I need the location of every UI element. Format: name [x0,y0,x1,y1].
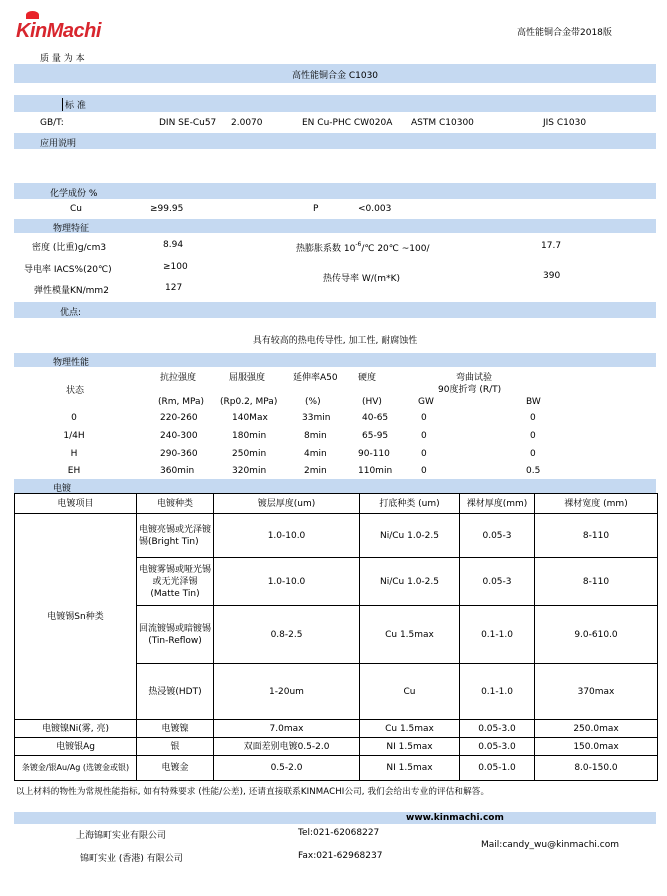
p-value: <0.003 [358,204,392,214]
table-row [15,514,658,558]
standards-band [14,95,656,112]
bend-subheader: 90度折弯 (R/T) [438,385,502,395]
sn-group-label: 电镀锡Sn种类 [15,514,137,720]
table-cell: Cu [360,664,460,720]
table-cell: Cu 1.5max [360,606,460,664]
conductivity-label: 导电率 IACS%(20℃) [24,265,112,275]
thermal-label: 热传导率 W/(m*K) [323,274,400,284]
table-cell: 360min [160,466,195,476]
table-cell: 电镀亮锡或光泽镀锡(Bright Tin) [137,514,214,558]
table-cell: 140Max [232,413,268,423]
table-cell: 热浸镀(HDT) [137,664,214,720]
table-cell: 0.1-1.0 [460,664,535,720]
table-cell: 0.05-3.0 [460,738,535,756]
table-cell: NI 1.5max [360,756,460,781]
telephone: Tel:021-62068227 [298,828,380,838]
table-cell: 0 [421,431,427,441]
table-cell: 电镀银Ag [15,738,137,756]
chemical-band [14,183,656,199]
cu-value: ≥99.95 [150,204,184,214]
fax: Fax:021-62968237 [298,851,383,861]
table-header-row [15,494,658,514]
advantages-label: 优点: [60,308,82,318]
table-cell: 电镀镍 [137,720,214,738]
gb-label: GB/T: [40,118,64,128]
plating-label: 电镀 [53,484,72,494]
advantages-text: 具有较高的热电传导性, 加工性, 耐腐蚀性 [252,336,418,346]
header-underlayer: 打底种类 (um) [360,494,460,514]
table-cell: 9.0-610.0 [535,606,658,664]
table-cell: Ni/Cu 1.0-2.5 [360,514,460,558]
header-base-thickness: 裸材厚度(mm) [460,494,535,514]
table-cell: 110min [358,466,393,476]
mechanical-band [14,353,656,367]
physical-band [14,219,656,233]
hardness-header: 硬度 [358,373,377,383]
en-standard: EN Cu-PHC CW020A [302,118,393,128]
standards-label: 标 准 [62,98,86,111]
slogan: 质 量 为 本 [40,54,85,64]
table-cell: 250min [232,449,267,459]
table-cell: 0.8-2.5 [214,606,360,664]
footer-note: 以上材料的物性为常规性能指标, 如有特殊要求 (性能/公差), 还请直接联系KINMACHI公司, 我们会给出专业的评估和解答。 [16,787,490,797]
table-cell: 0 [530,431,536,441]
page-title: 高性能铜合金 C1030 [291,71,379,81]
plating-band [14,479,656,493]
chemical-label: 化学成份 % [50,189,98,199]
density-value: 8.94 [163,240,184,250]
table-cell: EH [67,466,81,476]
table-cell: 1.0-10.0 [214,514,360,558]
header-type: 电镀种类 [137,494,214,514]
p-label: P [313,204,319,214]
modulus-value: 127 [165,283,183,293]
table-cell: 7.0max [214,720,360,738]
application-label: 应用说明 [40,139,77,149]
table-cell: 0 [421,413,427,423]
table-cell: 220-260 [160,413,198,423]
astm-standard: ASTM C10300 [411,118,474,128]
table-cell: 0 [421,466,427,476]
table-cell: 0.5 [526,466,541,476]
table-row [15,738,658,756]
table-cell: Cu 1.5max [360,720,460,738]
table-cell: 2min [304,466,327,476]
header-item: 电镀项目 [15,494,137,514]
table-cell: Ni/Cu 1.0-2.5 [360,558,460,606]
unit-hardness: (HV) [362,397,382,407]
density-label: 密度 (比重)g/cm3 [32,243,107,253]
plating-table [14,493,658,781]
table-cell: 8-110 [535,514,658,558]
application-band [14,133,656,149]
table-cell: 320min [232,466,267,476]
table-cell: 8-110 [535,558,658,606]
jis-standard: JIS C1030 [543,118,587,128]
table-cell: 0.05-1.0 [460,756,535,781]
bend-header: 弯曲试验 [456,373,493,383]
table-cell: 双面差别电镀0.5-2.0 [214,738,360,756]
table-cell: 0.05-3 [460,514,535,558]
unit-elongation: (%) [305,397,321,407]
table-cell: 电镀金 [137,756,214,781]
unit-tensile: (Rm, MPa) [158,397,205,407]
table-cell: 240-300 [160,431,198,441]
physical-label: 物理特征 [53,224,90,234]
email[interactable]: Mail:candy_wu@kinmachi.com [481,840,620,850]
expansion-label: 热膨胀系数 $10^{-6}/℃$ 20℃ ~100/ [296,241,430,254]
table-cell: 1.0-10.0 [214,558,360,606]
table-cell: 0 [71,413,77,423]
table-cell: 1-20um [214,664,360,720]
table-cell: 150.0max [535,738,658,756]
table-cell: 0.05-3 [460,558,535,606]
company-hongkong: 锦町实业 (香港) 有限公司 [80,854,183,864]
din-number: 2.0070 [231,118,263,128]
tensile-header: 抗拉强度 [160,373,197,383]
state-label: 状态 [66,386,85,396]
table-cell: 0 [530,449,536,459]
company-logo: Ki nMachi [16,20,101,43]
mechanical-label: 物理性能 [53,358,90,368]
cu-label: Cu [70,204,82,214]
unit-bw: BW [526,397,541,407]
table-cell: 65-95 [362,431,389,441]
table-cell: 0.05-3.0 [460,720,535,738]
table-cell: 8.0-150.0 [535,756,658,781]
table-cell: 1/4H [63,431,85,441]
table-row [15,720,658,738]
table-cell: 8min [304,431,327,441]
advantages-band [14,302,656,318]
table-row [15,756,658,781]
document-title: 高性能铜合金带2018版 [517,28,612,38]
table-cell: 33min [302,413,331,423]
table-cell: 180min [232,431,267,441]
unit-gw: GW [418,397,434,407]
expansion-value: 17.7 [541,241,562,251]
table-cell: 4min [304,449,327,459]
table-cell: H [70,449,78,459]
table-cell: 0 [530,413,536,423]
table-cell: 90-110 [358,449,390,459]
table-cell: 250.0max [535,720,658,738]
table-cell: 条镀金/银Au/Ag (选镀金或银) [15,756,137,781]
table-cell: NI 1.5max [360,738,460,756]
table-cell: 370max [535,664,658,720]
table-cell: 电镀镍Ni(雾, 亮) [15,720,137,738]
website-link[interactable]: www.kinmachi.com [406,813,504,823]
table-cell: 0.1-1.0 [460,606,535,664]
table-cell: 0 [421,449,427,459]
yield-header: 屈服强度 [229,373,266,383]
header-thickness: 镀层厚度(um) [214,494,360,514]
conductivity-value: ≥100 [163,262,188,272]
table-cell: 电镀雾锡或哑光锡或无光泽锡(Matte Tin) [137,558,214,606]
din-standard: DIN SE-Cu57 [159,118,217,128]
thermal-value: 390 [543,271,561,281]
table-cell: 回流镀锡或暗镀锡(Tin-Reflow) [137,606,214,664]
table-cell: 银 [137,738,214,756]
header-base-width: 裸材宽度 (mm) [535,494,658,514]
sun-icon [26,11,39,19]
modulus-label: 弹性模量KN/mm2 [34,286,109,296]
table-cell: 0.5-2.0 [214,756,360,781]
unit-yield: (Rp0.2, MPa) [220,397,278,407]
footer-band [14,812,656,824]
table-cell: 40-65 [362,413,389,423]
elongation-header: 延伸率A50 [293,373,338,383]
table-cell: 290-360 [160,449,198,459]
company-shanghai: 上海锦町实业有限公司 [76,831,167,841]
